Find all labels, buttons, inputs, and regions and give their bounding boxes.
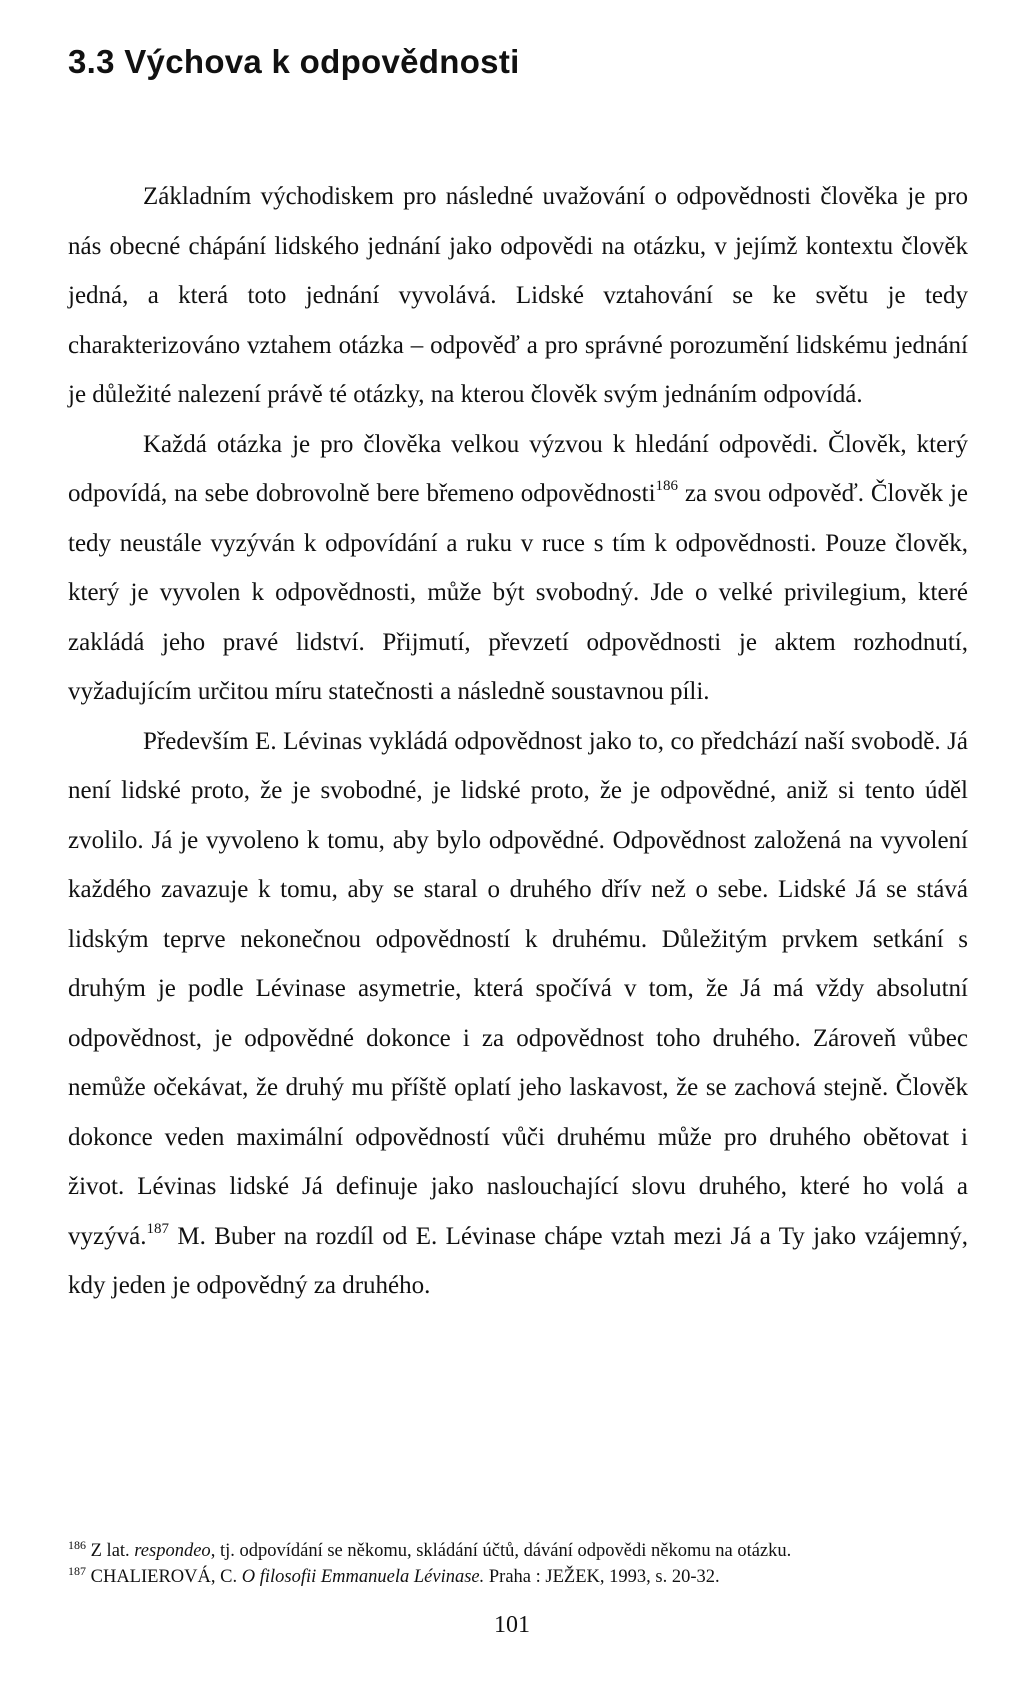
page-number: 101 xyxy=(494,1612,530,1638)
paragraph-3-text-start: Především E. Lévinas vykládá odpovědnost jako to, co předchází naší svobodě. Já není lidské proto, že je svobodné, je lidské proto, že je odpovědné, aniž si tento úděl zvolilo. Já je vyvoleno k tomu, aby bylo odpovědné. Odpovědnost založená na vyvolení každého zavazuje k tomu, aby se staral o druhého dřív než o sebe. Lidské Já se stává lidským teprve nekonečnou odpovědností k druhému. Důležitým prvkem setkání s druhým je podle Lévinase asymetrie, která spočívá v tom, že Já má vždy absolutní odpovědnost, je odpovědné dokonce i za odpovědnost toho druhého. Zároveň vůbec nemůže očekávat, že druhý mu příště oplatí jeho laskavost, že se zachová stejně. Člověk dokonce veden maximální odpovědností vůči druhému může pro druhého obětovat i život. Lévinas lidské Já definuje jako naslouchající slovu druhého, které ho volá a vyzývá. xyxy=(68,727,968,1250)
footnote-ref-187: 187 xyxy=(146,1220,169,1237)
body-text xyxy=(68,172,968,1311)
paragraph-3-text-end: M. Buber na rozdíl od E. Lévinase chápe vztah mezi Já a Ty jako vzájemný, kdy jeden je odpovědný za druhého. xyxy=(68,1222,968,1299)
footnotes xyxy=(68,1538,968,1590)
footnote-number: 187 xyxy=(68,1564,86,1578)
paragraph-2-text-end: za svou odpověď. Člověk je tedy neustále vyzýván k odpovídání a ruku v ruce s tím k odpovědnosti. Pouze člověk, který je vyvolen k odpovědnosti, může být svobodný. Jde o velké privilegium, které zakládá jeho pravé lidství. Přijmutí, převzetí odpovědnosti je aktem rozhodnutí, vyžadujícím určitou míru statečnosti a následně soustavnou píli. xyxy=(68,480,968,705)
paragraph-2-text-start: Každá otázka je pro člověka velkou výzvou k hledání odpovědi. Člověk, který odpovídá, na sebe dobrovolně bere břemeno odpovědnosti xyxy=(68,430,968,507)
footnote-book-title: O filosofii Emmanuela Lévinase. xyxy=(241,1567,485,1587)
paragraph-1-text: Základním východiskem pro následné uvažování o odpovědnosti člověka je pro nás obecné chápání lidského jednání jako odpovědi na otázku, v jejímž kontextu člověk jedná, a která toto jednání vyvolává. Lidské vztahování se ke světu je tedy charakterizováno vztahem otázka – odpověď a pro správné porozumění lidskému jednání je důležité nalezení právě té otázky, na kterou člověk svým jednáním odpovídá. xyxy=(68,183,968,408)
footnote-text: Praha : JEŽEK, 1993, s. 20-32. xyxy=(484,1567,720,1587)
paragraph-3 xyxy=(68,717,968,1311)
paragraph-1 xyxy=(68,172,968,420)
footnote-text: CHALIEROVÁ, C. xyxy=(86,1567,242,1587)
footnote-ref-186: 186 xyxy=(655,478,679,494)
paragraph-2 xyxy=(68,420,968,717)
footnote-text: Z lat. xyxy=(86,1541,135,1561)
section-heading: 3.3 Výchova k odpovědnosti xyxy=(68,43,520,80)
footnote-latin-term: respondeo xyxy=(134,1541,211,1561)
footnote-186 xyxy=(68,1538,968,1564)
footnote-number: 186 xyxy=(68,1538,86,1552)
footnote-text: , tj. odpovídání se někomu, skládání účtů, dávání odpovědi někomu na otázku. xyxy=(210,1541,792,1561)
footnote-187 xyxy=(68,1564,968,1590)
